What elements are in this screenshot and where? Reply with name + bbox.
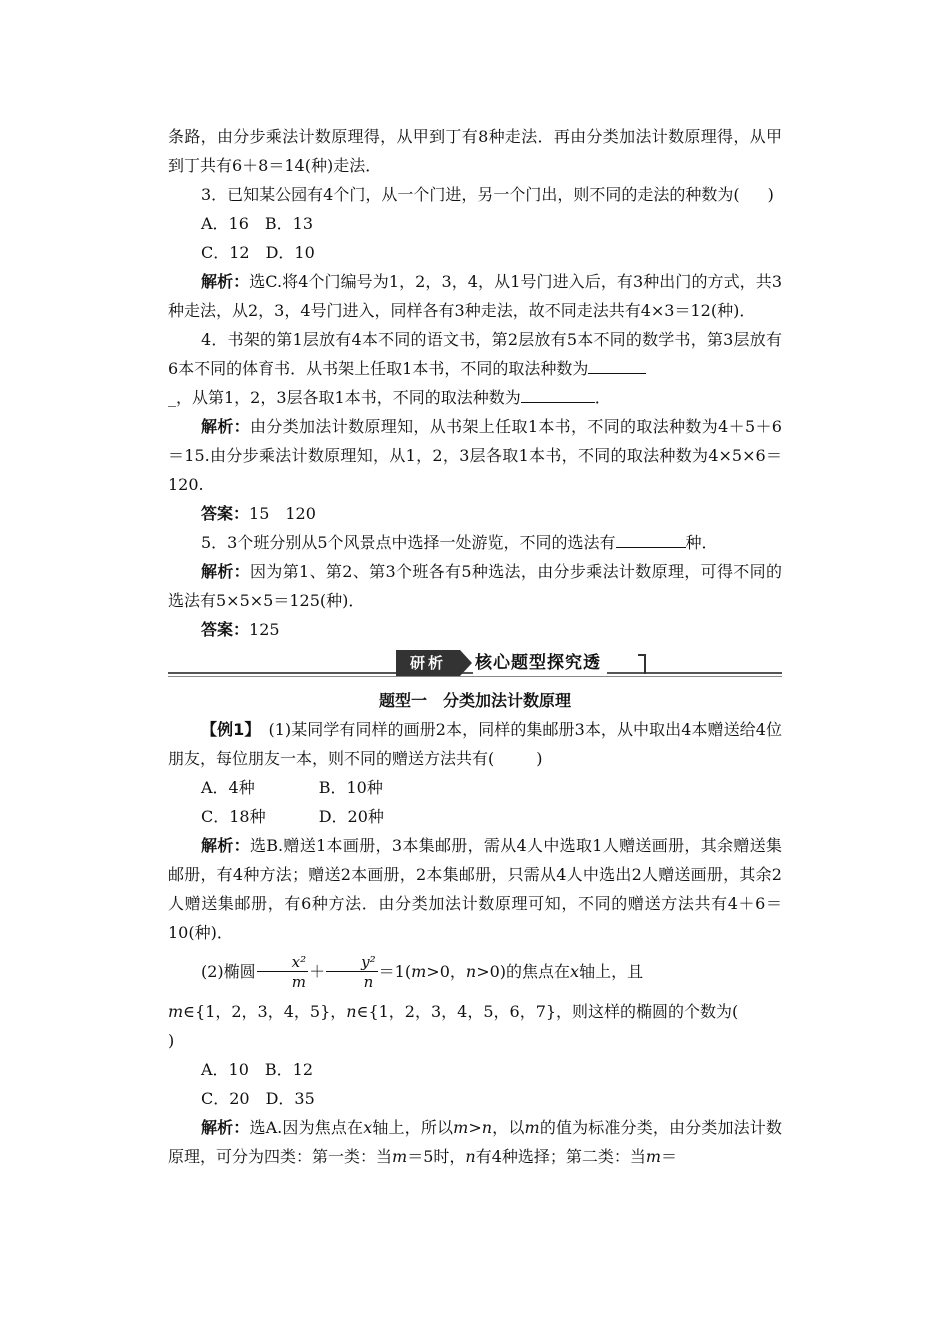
example-1-part-2-stem: (2)椭圆 $\frac{\text{x²}}{m}$ ＋ $\frac{\text{y²}}{n}$ ＝1(m>0，n>0)的焦点在x轴上，且: [201, 953, 644, 991]
banner-arrow-icon: [460, 650, 472, 676]
question-4-answer: 答案：15 120: [201, 504, 316, 523]
example-1-options-cd: C．18种 D．20种: [201, 807, 384, 826]
question-5-answer: 答案：125: [201, 620, 280, 639]
question-3-stem: 3．已知某公园有4个门，从一个门进，另一个门出，则不同的走法的种数为( ): [201, 185, 774, 204]
answer-blank: [616, 531, 686, 548]
example-1-part-2-options-cd: C．20 D．35: [201, 1089, 315, 1108]
answer-blank: [521, 386, 595, 403]
example-1-options-ab: A．4种 B．10种: [201, 778, 383, 797]
fraction: $\frac{\text{x²}}{m}$: [257, 953, 308, 992]
question-3-options-ab: A．16 B．13: [201, 214, 314, 233]
question-5-stem: 5．3个班分别从5个风景点中选择一处游览，不同的选法有 种．: [201, 533, 718, 552]
question-4-stem: 4．书架的第1层放有4本不同的语文书，第2层放有5本不同的数学书，第3层放有6本不同的体育书．从书架上任取1本书，不同的取法种数为 _，从第1，2，3层各取1本书，不同的取法种数为 ．: [168, 330, 782, 407]
question-3-options-cd: C．12 D．10: [201, 243, 315, 262]
section-banner: [168, 650, 782, 686]
question-3-solution: 解析：选C.将4个门编号为1，2，3，4，从1号门进入后，有3种出门的方式，共3种走法，从2，3，4号门进入，同样各有3种走法，故不同走法共有4×3＝12(种)．: [168, 272, 782, 320]
question-4-solution: 解析：由分类加法计数原理知，从书架上任取1本书，不同的取法种数为4＋5＋6＝15.由分步乘法计数原理知，从1，2，3层各取1本书，不同的取法种数为4×5×6＝120.: [168, 417, 782, 494]
banner-bracket-icon: [638, 654, 646, 674]
example-1-part-2-options-ab: A．10 B．12: [201, 1060, 314, 1079]
document-page: [168, 122, 782, 1171]
fraction: $\frac{\text{y²}}{n}$: [326, 953, 378, 992]
banner-tag: 研析: [396, 650, 460, 676]
example-1-solution: 解析：选B.赠送1本画册，3本集邮册，需从4人中选取1人赠送画册，其余赠送集邮册，有4种方法；赠送2本画册，2本集邮册，只需从4人中选出2人赠送画册，其余2人赠送集邮册，有6种方法．由分类加法计数原理可知，不同的赠送方法共有4＋6＝10(种)．: [168, 836, 782, 942]
banner-rule: [168, 676, 782, 677]
answer-blank: [588, 357, 646, 374]
example-1-part-2-sets: m∈{1，2，3，4，5}，n∈{1，2，3，4，5，6，7}，则这样的椭圆的个数为( ): [168, 1002, 739, 1050]
example-1-part-2-solution: 解析：选A.因为焦点在x轴上，所以m>n，以m的值为标准分类，由分类加法计数原理，可分为四类：第一类：当m＝5时，n有4种选择；第二类：当m＝: [168, 1118, 782, 1166]
question-5-solution: 解析：因为第1、第2、第3个班各有5种选法，由分步乘法计数原理，可得不同的选法有5×5×5＝125(种)．: [168, 562, 782, 610]
paragraph-continuation: 条路，由分步乘法计数原理得，从甲到丁有8种走法．再由分类加法计数原理得，从甲到丁共有6＋8＝14(种)走法．: [168, 127, 782, 175]
example-1-stem: 【例1】 (1)某同学有同样的画册2本，同样的集邮册3本，从中取出4本赠送给4位朋友，每位朋友一本，则不同的赠送方法共有( ): [168, 720, 782, 768]
section-title: 题型一 分类加法计数原理: [378, 691, 571, 710]
banner-title: 核心题型探究透: [473, 650, 607, 676]
